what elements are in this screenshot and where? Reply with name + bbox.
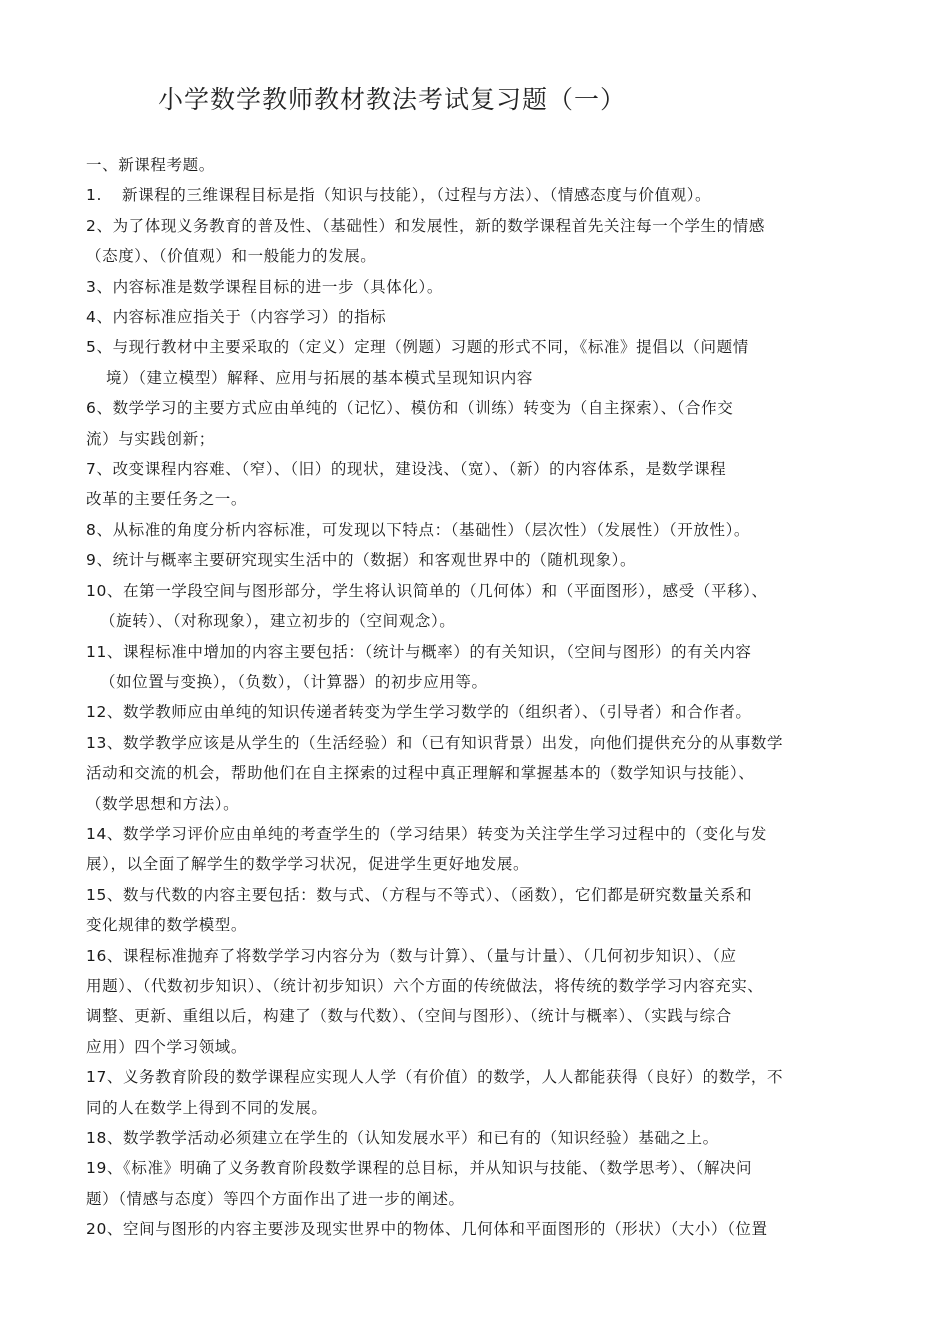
item-number: 2、	[86, 216, 113, 235]
item-line: （如位置与变换），（负数），（计算器）的初步应用等。	[100, 672, 488, 691]
list-item	[86, 880, 876, 941]
item-line: 与现行教材中主要采取的（定义）定理（例题）习题的形式不同，《标准》提倡以（问题情	[112, 338, 749, 357]
item-line: 同的人在数学上得到不同的发展。	[86, 1098, 328, 1117]
item-number: 20、	[86, 1220, 124, 1239]
item-number: 17、	[86, 1068, 124, 1087]
item-line: 内容标准是数学课程目标的进一步（具体化）。	[112, 277, 443, 296]
list-item	[86, 1153, 876, 1214]
section-heading: 一、新课程考题。	[86, 156, 215, 174]
item-number: 8、	[86, 520, 113, 539]
item-line: 调整、更新、重组以后，构建了（数与代数）、（空间与图形）、（统计与概率）、（实践与综合	[86, 1007, 732, 1026]
item-number: 18、	[86, 1129, 124, 1147]
item-line: 空间与图形的内容主要涉及现实世界中的物体、几何体和平面图形的（形状）（大小）（位置	[123, 1220, 768, 1239]
item-line: 流）与实践创新；	[86, 429, 215, 448]
item-line: 课程标准抛弃了将数学学习内容分为（数与计算）、（量与计量）、（几何初步知识）、（应	[123, 946, 737, 965]
item-number: 3、	[86, 277, 113, 296]
list-item	[86, 211, 876, 272]
item-line: 境）（建立模型）解释、应用与拓展的基本模式呈现知识内容	[106, 368, 533, 387]
item-line: 活动和交流的机会，帮助他们在自主探索的过程中真正理解和掌握基本的（数学知识与技能）、	[86, 764, 755, 783]
list-item	[86, 545, 876, 575]
item-line: 义务教育阶段的数学课程应实现人人学（有价值）的数学，人人都能获得（良好）的数学，不	[123, 1068, 784, 1087]
item-line: 题）（情感与态度）等四个方面作出了进一步的阐述。	[86, 1189, 465, 1208]
item-line: 新课程的三维课程目标是指（知识与技能），（过程与方法）、（情感态度与价值观）。	[122, 186, 712, 205]
item-number: 16、	[86, 946, 124, 965]
page-title: 小学数学教师教材教法考试复习题（一）	[158, 85, 627, 114]
item-line: 为了体现义务教育的普及性、（基础性）和发展性，新的数学课程首先关注每一个学生的情感	[112, 216, 765, 235]
list-item	[86, 1062, 876, 1123]
list-item	[86, 272, 876, 302]
item-line: 在第一学段空间与图形部分，学生将认识简单的（几何体）和（平面图形），感受（平移）、	[123, 581, 768, 600]
item-line: 课程标准中增加的内容主要包括：（统计与概率）的有关知识，（空间与图形）的有关内容	[123, 642, 752, 661]
item-number: 13、	[86, 733, 124, 752]
list-item	[86, 697, 876, 727]
list-item	[86, 332, 876, 393]
item-number: 12、	[86, 703, 124, 722]
item-number: 5、	[86, 338, 113, 357]
item-number: 4、	[86, 308, 113, 327]
list-item	[86, 637, 876, 698]
list-item	[86, 454, 876, 515]
list-item	[86, 180, 876, 210]
item-line: （态度）、（价值观）和一般能力的发展。	[86, 247, 377, 266]
list-item	[86, 1123, 876, 1153]
item-number: 7、	[86, 460, 113, 479]
item-number: 14、	[86, 824, 124, 843]
item-line: 从标准的角度分析内容标准，可发现以下特点：（基础性）（层次性）（发展性）（开放性）。	[112, 520, 751, 539]
item-line: 改变课程内容难、（窄）、（旧）的现状，建设浅、（宽）、（新）的内容体系，是数学课程	[112, 460, 727, 479]
item-line: （旋转）、（对称现象），建立初步的（空间观念）。	[100, 612, 456, 631]
item-line: 数学教学活动必须建立在学生的（认知发展水平）和已有的（知识经验）基础之上。	[123, 1129, 719, 1147]
item-number: 10、	[86, 581, 124, 600]
item-line: 数学学习评价应由单纯的考查学生的（学习结果）转变为关注学生学习过程中的（变化与发	[123, 824, 768, 843]
item-line: 数学教学应该是从学生的（生活经验）和（已有知识背景）出发，向他们提供充分的从事数学	[123, 733, 784, 752]
list-item	[86, 1214, 876, 1244]
item-number: 1.	[86, 186, 102, 205]
item-line: 改革的主要任务之一。	[86, 490, 248, 509]
list-item	[86, 302, 876, 332]
item-line: （数学思想和方法）。	[86, 794, 240, 813]
item-number: 9、	[86, 551, 113, 570]
item-line: 应用）四个学习领域。	[86, 1037, 248, 1056]
item-line: 内容标准应指关于（内容学习）的指标	[112, 308, 387, 327]
item-number: 6、	[86, 399, 113, 418]
document-body	[86, 150, 876, 1245]
item-line: 用题）、（代数初步知识）、（统计初步知识）六个方面的传统做法，将传统的数学学习内容充实、	[86, 976, 764, 995]
list-item	[86, 515, 876, 545]
item-line: 变化规律的数学模型。	[86, 916, 248, 935]
list-item	[86, 576, 876, 637]
item-line: 数学教师应由单纯的知识传递者转变为学生学习数学的（组织者）、（引导者）和合作者。	[123, 703, 752, 722]
list-item	[86, 819, 876, 880]
item-number: 19、	[86, 1159, 124, 1178]
item-line: 数与代数的内容主要包括：数与式、（方程与不等式）、（函数），它们都是研究数量关系和	[123, 885, 753, 904]
item-number: 11、	[86, 642, 124, 661]
item-number: 15、	[86, 885, 124, 904]
list-item	[86, 941, 876, 1063]
item-line: 展），以全面了解学生的数学学习状况，促进学生更好地发展。	[86, 855, 530, 874]
list-item	[86, 728, 876, 819]
item-line: 数学学习的主要方式应由单纯的（记忆）、模仿和（训练）转变为（自主探索）、（合作交	[112, 399, 734, 418]
item-line: 统计与概率主要研究现实生活中的（数据）和客观世界中的（随机现象）。	[112, 551, 637, 570]
item-line: 《标准》明确了义务教育阶段数学课程的总目标，并从知识与技能、（数学思考）、（解决问	[123, 1159, 753, 1178]
list-item	[86, 393, 876, 454]
